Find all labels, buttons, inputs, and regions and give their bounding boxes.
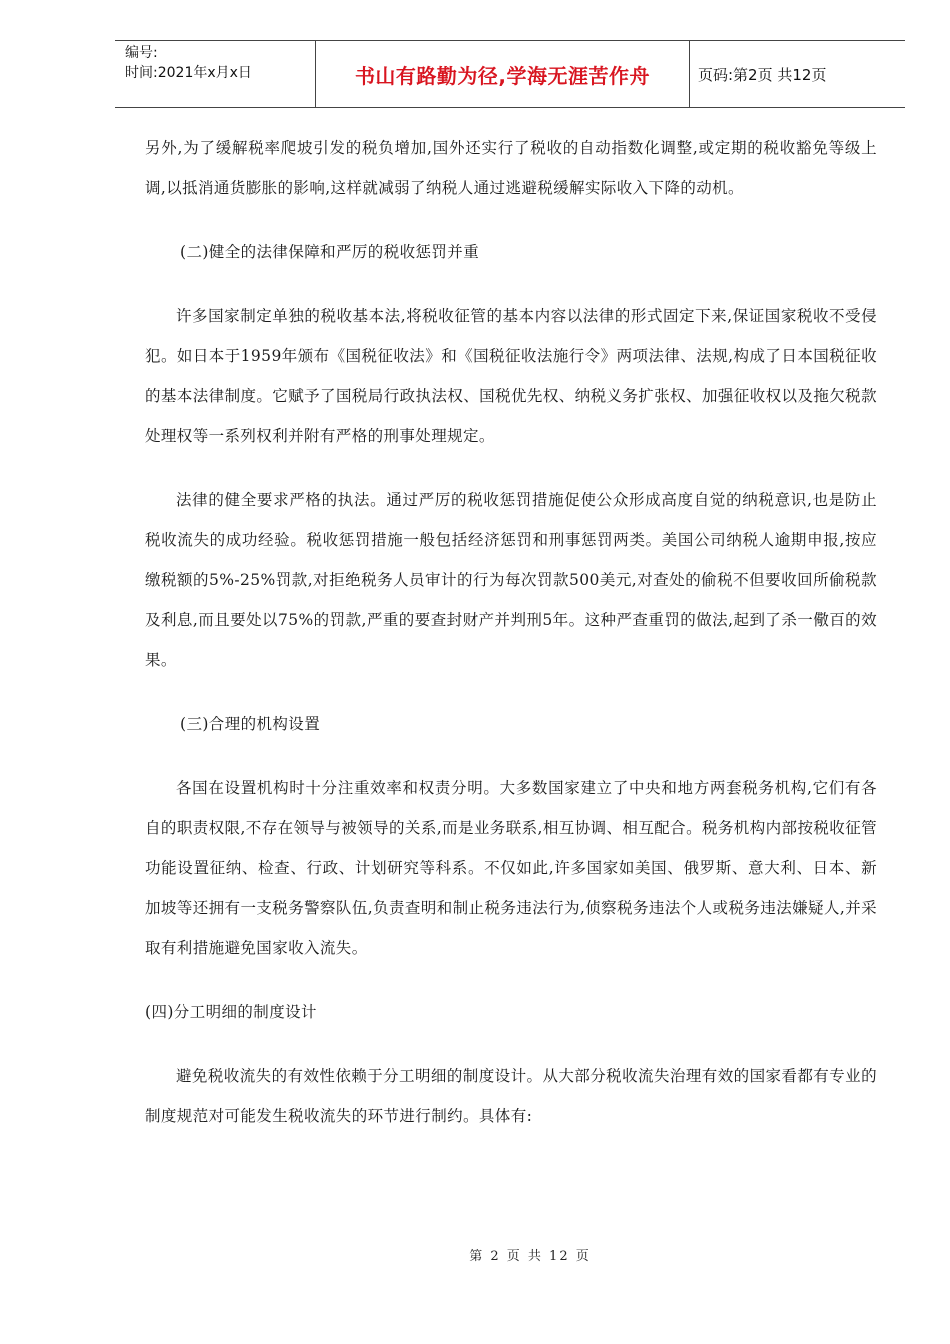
section-heading-2: (二)健全的法律保障和严厉的税收惩罚并重 [180, 243, 480, 261]
section-heading-3: (三)合理的机构设置 [180, 715, 321, 733]
document-body [145, 128, 877, 1160]
section-heading-4: (四)分工明细的制度设计 [145, 1003, 317, 1021]
paragraph-institutions: 各国在设置机构时十分注重效率和权责分明。大多数国家建立了中央和地方两套税务机构,它们有各自的职责权限,不存在领导与被领导的关系,而是业务联系,相互协调、相互配合。税务机构内部按税收征管功能设置征纳、检查、行政、计划研究等科系。不仅如此,许多国家如美国、俄罗斯、意大利、日本、新加坡等还拥有一支税务警察队伍,负责查明和制止税务违法行为,侦察税务违法个人或税务违法嫌疑人,并采取有利措施避免国家收入流失。 [145, 779, 877, 957]
paragraph-system-design: 避免税收流失的有效性依赖于分工明细的制度设计。从大部分税收流失治理有效的国家看都有专业的制度规范对可能发生税收流失的环节进行制约。具体有: [145, 1067, 877, 1125]
paragraph-enforcement: 法律的健全要求严格的执法。通过严厉的税收惩罚措施促使公众形成高度自觉的纳税意识,也是防止税收流失的成功经验。税收惩罚措施一般包括经济惩罚和刑事惩罚两类。美国公司纳税人逾期申报,按应缴税额的5%-25%罚款,对拒绝税务人员审计的行为每次罚款500美元,对查处的偷税不但要收回所偷税款及利息,而且要处以75%的罚款,严重的要查封财产并判刑5年。这种严查重罚的做法,起到了杀一儆百的效果。 [145, 491, 877, 669]
paragraph-tax-law: 许多国家制定单独的税收基本法,将税收征管的基本内容以法律的形式固定下来,保证国家税收不受侵犯。如日本于1959年颁布《国税征收法》和《国税征收法施行令》两项法律、法规,构成了日本国税征收的基本法律制度。它赋予了国税局行政执法权、国税优先权、纳税义务扩张权、加强征收权以及拖欠税款处理权等一系列权利并附有严格的刑事处理规定。 [145, 307, 877, 445]
header-meta [115, 41, 316, 107]
doc-time-label: 时间:2021年x月x日 [125, 65, 252, 81]
doc-number-label: 编号: [125, 45, 158, 61]
page-header [115, 40, 905, 108]
paragraph-intro: 另外,为了缓解税率爬坡引发的税负增加,国外还实行了税收的自动指数化调整,或定期的税收豁免等级上调,以抵消通货膨胀的影响,这样就减弱了纳税人通过逃避税缓解实际收入下降的动机。 [145, 139, 877, 197]
page-footer: 第 2 页 共 12 页 [469, 1249, 591, 1264]
header-page-number: 页码:第2页 共12页 [698, 65, 827, 84]
header-motto: 书山有路勤为径,学海无涯苦作舟 [316, 41, 690, 107]
